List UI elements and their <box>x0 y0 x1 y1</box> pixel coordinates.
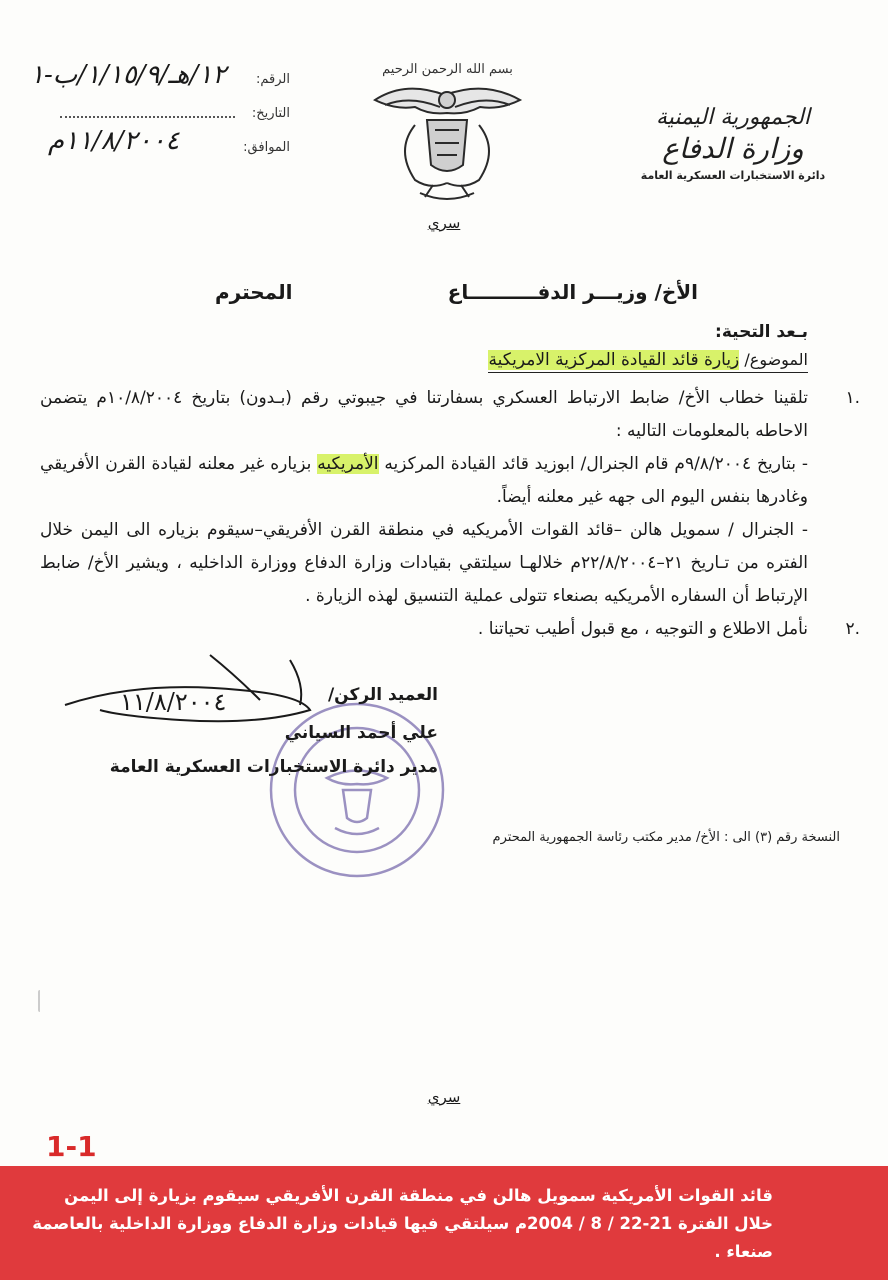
subject-label: الموضوع/ <box>744 350 808 369</box>
letter-body <box>40 382 860 646</box>
ref-number-label: الرقم: <box>256 72 290 87</box>
date-handwritten: ١١/٨/٢٠٠٤م <box>48 126 180 156</box>
subject-line <box>488 350 808 373</box>
signatory-position: مدير دائرة الاستخبارات العسكرية العامة <box>109 757 438 777</box>
date-row <box>30 94 290 128</box>
classification-top: سري <box>427 214 461 232</box>
subject-text: زيارة قائد القيادة المركزية الامريكية <box>488 350 740 370</box>
date-label: التاريخ: <box>251 106 290 121</box>
paragraph-2-text: نأمل الاطلاع و التوجيه ، مع قبول أطيب تحياتنا . <box>477 619 808 639</box>
corresponding-label: الموافق: <box>243 140 290 155</box>
addressee-to: الأخ/ وزيـــر الدفــــــــــاع <box>447 280 698 304</box>
summary-banner-text: قائد القوات الأمريكية سمويل هالن في منطقة القرن الأفريقي سيقوم بزيارة إلى اليمن خلال الفترة 21-22 / 8 / 2004م سيلتقي فيها قيادات وزارة الدفاع ووزارة الداخلية بالعاصمة صنعاء . <box>32 1186 773 1261</box>
basmala: بسم الله الرحمن الرحيم <box>382 62 513 77</box>
republic-name: الجمهورية اليمنية <box>655 105 811 130</box>
bullet-2: - الجنرال / سمويل هالن –قائد القوات الأمريكيه في منطقة القرن الأفريقي–سيقوم بزياره الى اليمن خلال الفتره من تـاريخ ٢١–٢٢/٨/٢٠٠٤م خلالهـا سيلتقي بقيادات وزارة الدفاع ووزارة الداخليه ، ويشير الأخ/ ضابط الإرتباط أن السفاره الأمريكيه بصنعاء تتولى عملية التنسيق لهذه الزيارة . <box>40 520 808 606</box>
bullet-1 <box>40 448 808 514</box>
bullet-1-pre: - بتاريخ ٩/٨/٢٠٠٤م قام الجنرال/ ابوزيد قائد القيادة المركزيه <box>378 454 809 474</box>
eagle-emblem-icon <box>365 55 530 205</box>
date-dots <box>60 116 235 118</box>
classification-bottom: سري <box>427 1088 461 1106</box>
ref-number-row <box>30 60 290 94</box>
copy-distribution: النسخة رقم (٣) الى : الأخ/ مدير مكتب رئاسة الجمهورية المحترم <box>492 830 840 845</box>
greeting: بـعد التحية: <box>715 322 808 342</box>
signature-block <box>110 685 438 777</box>
document-label: 1-1 <box>46 1130 97 1163</box>
corresponding-row <box>30 128 290 162</box>
ref-number-handwritten: ١٢/هـ/١/١٥/٩/ب-١ <box>30 60 227 90</box>
paragraph-1-number: .١ <box>845 388 860 408</box>
signatory-name: علي أحمد السياني <box>284 723 438 743</box>
signature-date: ١١/٨/٢٠٠٤ <box>120 688 227 716</box>
bullet-1-post: بزياره غير معلنه لقيادة القرن الأفريقي وغادرها بنفس اليوم الى جهه غير معلنه أيضاً. <box>40 454 808 507</box>
department-name: دائرة الاستخبارات العسكرية العامة <box>640 169 826 182</box>
summary-banner <box>0 1166 888 1280</box>
paragraph-1 <box>40 382 860 613</box>
ministry-header <box>623 105 843 182</box>
addressee-honorific: المحترم <box>215 280 293 304</box>
ministry-name: وزارة الدفاع <box>662 132 804 165</box>
paragraph-1-intro: تلقينا خطاب الأخ/ ضابط الارتباط العسكري بسفارتنا في جيبوتي رقم (بـدون) بتاريخ ١٠/٨/٢٠٠٤م يتضمن الاحاطه بالمعلومات التاليه : <box>40 388 808 441</box>
paragraph-2-number: .٢ <box>845 619 860 639</box>
paragraph-2 <box>40 613 860 646</box>
margin-mark <box>38 990 44 1012</box>
signatory-title: العميد الركن/ <box>327 685 438 705</box>
reference-block <box>30 60 290 162</box>
bullet-1-highlight: الأمريكيه <box>317 454 379 474</box>
